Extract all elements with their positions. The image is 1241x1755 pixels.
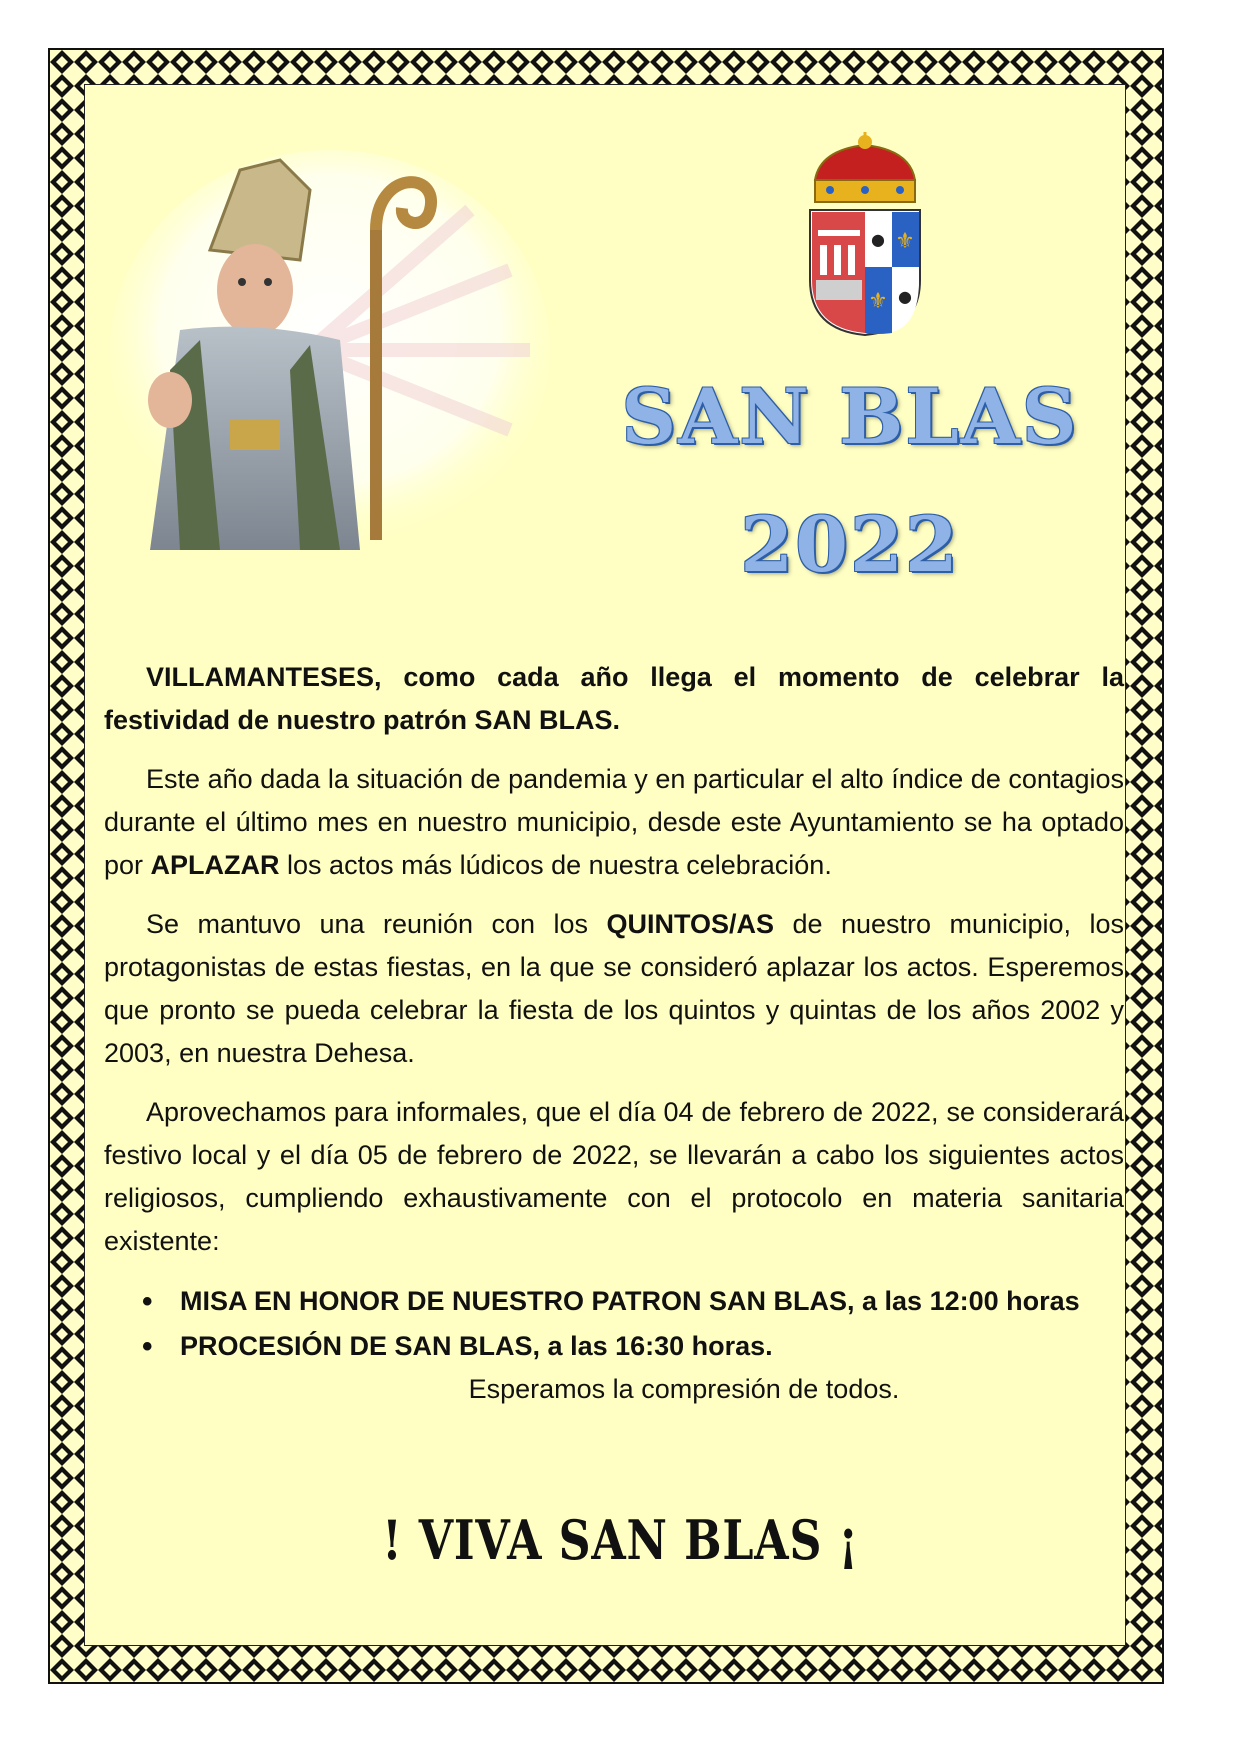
svg-text:●: ● (871, 230, 885, 249)
quintos-paragraph (104, 903, 1124, 1075)
title-san-blas: SAN BLAS (621, 372, 1079, 461)
announcement-body (104, 656, 1124, 1409)
coat-of-arms-icon (790, 130, 940, 340)
event-procession: • PROCESIÓN DE SAN BLAS, a las 16:30 horas. (142, 1324, 1124, 1369)
postpone-paragraph (104, 758, 1124, 887)
viva-san-blas-slogan: ! VIVA SAN BLAS ¡ (382, 1508, 859, 1572)
quintos-text-end: de nuestro municipio, los protagonistas de estas fiestas, en la que se consideró aplazar los actos. Esperemos que pronto se pueda celebrar la fiesta de los quintos y quintas de los años 2002 y 2003, en nuestra Dehesa. (104, 909, 1124, 1068)
schedule-paragraph: Aprovechamos para informales, que el día 04 de febrero de 2022, se considerará festivo local y el día 05 de febrero de 2022, se llevarán a cabo los siguientes actos religiosos, cumpliendo exhaustivamente con el protocolo en materia sanitaria existente: (104, 1097, 1124, 1256)
quintos-text-start: Se mantuvo una reunión con los (146, 909, 607, 939)
closing-line: Esperamos la compresión de todos. (468, 1374, 900, 1404)
event-mass: • MISA EN HONOR DE NUESTRO PATRON SAN BLAS, a las 12:00 horas (142, 1279, 1124, 1324)
postpone-text-start: Este año dada la situación de pandemia y en particular el alto índice de contagios durante el último mes en nuestro municipio, desde este Ayuntamiento se ha optado por (104, 764, 1124, 880)
event-list (104, 1279, 1124, 1369)
svg-text:●: ● (898, 287, 912, 306)
postpone-emphasis: APLAZAR (150, 850, 280, 880)
svg-text:⚜: ⚜ (895, 229, 915, 254)
saint-blas-image (110, 150, 550, 550)
postpone-text-end: los actos más lúdicos de nuestra celebración. (279, 850, 832, 880)
intro-paragraph: VILLAMANTESES, como cada año llega el momento de celebrar la festividad de nuestro patrón SAN BLAS. (104, 662, 1124, 735)
quintos-emphasis: QUINTOS/AS (606, 909, 775, 939)
svg-text:⚜: ⚜ (868, 289, 888, 314)
title-year: 2022 (740, 500, 960, 589)
